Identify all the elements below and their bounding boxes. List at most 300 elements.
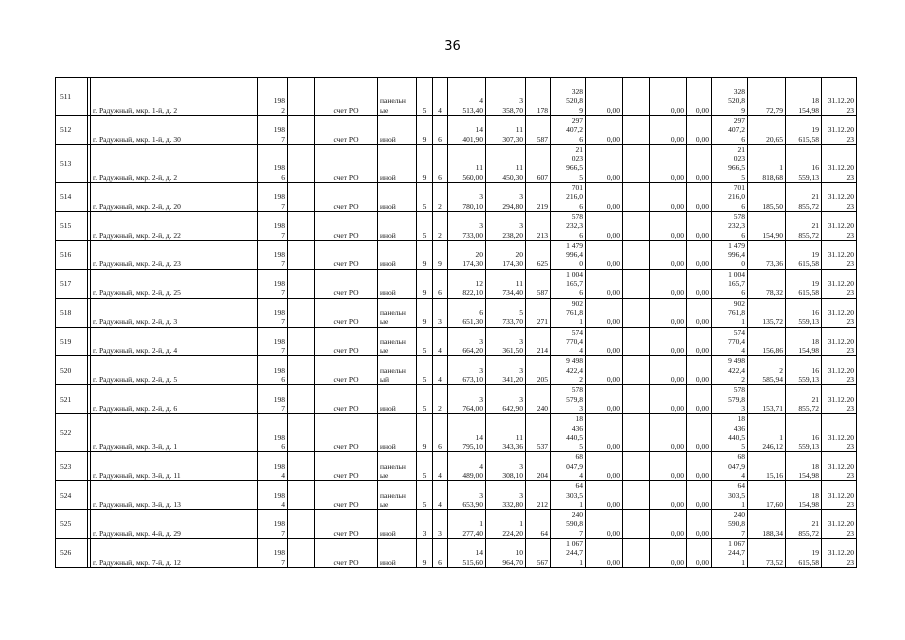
repair-cost-cell: 297 407,2 6 bbox=[551, 116, 586, 145]
wall-material-cell: панельн ые bbox=[378, 298, 417, 327]
row-number: 520 bbox=[56, 356, 88, 385]
residents-cell: 204 bbox=[526, 452, 551, 481]
year-built-cell: 198 7 bbox=[258, 385, 288, 414]
empty-cell bbox=[288, 298, 315, 327]
table-row bbox=[56, 183, 857, 212]
zero-cell: 0,00 bbox=[687, 211, 712, 240]
living-area-cell: 5 733,70 bbox=[486, 298, 526, 327]
fund-method-cell: счет РО bbox=[315, 298, 378, 327]
total-cost-cell: 240 590,8 7 bbox=[712, 510, 748, 539]
floors-cell: 5 bbox=[417, 356, 433, 385]
floors-cell: 5 bbox=[417, 183, 433, 212]
floors-cell: 9 bbox=[417, 414, 433, 452]
address-cell: г. Радужный, мкр. 2-й, д. 5 bbox=[91, 356, 258, 385]
zero-cell: 0,00 bbox=[586, 414, 623, 452]
living-area-cell: 3 642,90 bbox=[486, 385, 526, 414]
fund-method-cell: счет РО bbox=[315, 452, 378, 481]
total-area-cell: 12 822,10 bbox=[448, 269, 486, 298]
total-area-cell: 3 664,20 bbox=[448, 327, 486, 356]
limit-cost-cell: 21 855,72 bbox=[786, 211, 822, 240]
zero-cell: 0,00 bbox=[687, 414, 712, 452]
zero-cell: 0,00 bbox=[650, 211, 687, 240]
empty-cell bbox=[623, 211, 650, 240]
address-cell: г. Радужный, мкр. 2-й, д. 4 bbox=[91, 327, 258, 356]
residents-cell: 205 bbox=[526, 356, 551, 385]
limit-cost-cell: 19 615,58 bbox=[786, 539, 822, 568]
empty-cell bbox=[623, 298, 650, 327]
zero-cell: 0,00 bbox=[586, 240, 623, 269]
address-cell: г. Радужный, мкр. 3-й, д. 1 bbox=[91, 414, 258, 452]
floors-cell: 9 bbox=[417, 116, 433, 145]
entrances-cell: 2 bbox=[433, 211, 448, 240]
zero-cell: 0,00 bbox=[586, 385, 623, 414]
total-cost-cell: 1 479 996,4 0 bbox=[712, 240, 748, 269]
wall-material-cell: иной bbox=[378, 539, 417, 568]
zero-cell: 0,00 bbox=[586, 510, 623, 539]
wall-material-cell: иной bbox=[378, 385, 417, 414]
total-area-cell: 4 513,40 bbox=[448, 78, 486, 116]
row-number: 514 bbox=[56, 183, 88, 212]
table-row bbox=[56, 211, 857, 240]
row-number: 518 bbox=[56, 298, 88, 327]
table-row bbox=[56, 481, 857, 510]
address-cell: г. Радужный, мкр. 7-й, д. 12 bbox=[91, 539, 258, 568]
limit-cost-cell: 19 615,58 bbox=[786, 240, 822, 269]
total-area-cell: 14 401,90 bbox=[448, 116, 486, 145]
fund-method-cell: счет РО bbox=[315, 116, 378, 145]
total-cost-cell: 18 436 440,5 5 bbox=[712, 414, 748, 452]
total-cost-cell: 328 520,8 9 bbox=[712, 78, 748, 116]
total-area-cell: 14 515,60 bbox=[448, 539, 486, 568]
repair-cost-cell: 21 023 966,5 5 bbox=[551, 144, 586, 182]
total-cost-cell: 297 407,2 6 bbox=[712, 116, 748, 145]
page-number: 36 bbox=[444, 39, 461, 54]
table-row bbox=[56, 144, 857, 182]
fund-method-cell: счет РО bbox=[315, 539, 378, 568]
repair-cost-cell: 1 067 244,7 1 bbox=[551, 539, 586, 568]
unit-cost-cell: 73,52 bbox=[748, 539, 786, 568]
deadline-cell: 31.12.20 23 bbox=[822, 510, 857, 539]
living-area-cell: 3 358,70 bbox=[486, 78, 526, 116]
residents-cell: 587 bbox=[526, 269, 551, 298]
total-area-cell: 3 764,00 bbox=[448, 385, 486, 414]
row-number: 517 bbox=[56, 269, 88, 298]
entrances-cell: 4 bbox=[433, 452, 448, 481]
zero-cell: 0,00 bbox=[687, 78, 712, 116]
entrances-cell: 3 bbox=[433, 298, 448, 327]
address-cell: г. Радужный, мкр. 3-й, д. 13 bbox=[91, 481, 258, 510]
empty-cell bbox=[623, 481, 650, 510]
limit-cost-cell: 16 559,13 bbox=[786, 144, 822, 182]
deadline-cell: 31.12.20 23 bbox=[822, 144, 857, 182]
zero-cell: 0,00 bbox=[586, 298, 623, 327]
unit-cost-cell: 73,36 bbox=[748, 240, 786, 269]
entrances-cell: 4 bbox=[433, 327, 448, 356]
deadline-cell: 31.12.20 23 bbox=[822, 327, 857, 356]
unit-cost-cell: 153,71 bbox=[748, 385, 786, 414]
year-built-cell: 198 2 bbox=[258, 78, 288, 116]
residents-cell: 212 bbox=[526, 481, 551, 510]
living-area-cell: 3 332,80 bbox=[486, 481, 526, 510]
deadline-cell: 31.12.20 23 bbox=[822, 539, 857, 568]
entrances-cell: 6 bbox=[433, 116, 448, 145]
zero-cell: 0,00 bbox=[650, 269, 687, 298]
empty-cell bbox=[623, 414, 650, 452]
living-area-cell: 11 450,30 bbox=[486, 144, 526, 182]
year-built-cell: 198 4 bbox=[258, 452, 288, 481]
unit-cost-cell: 135,72 bbox=[748, 298, 786, 327]
zero-cell: 0,00 bbox=[650, 327, 687, 356]
limit-cost-cell: 18 154,98 bbox=[786, 78, 822, 116]
total-area-cell: 11 560,00 bbox=[448, 144, 486, 182]
row-number: 523 bbox=[56, 452, 88, 481]
limit-cost-cell: 18 154,98 bbox=[786, 481, 822, 510]
zero-cell: 0,00 bbox=[650, 414, 687, 452]
zero-cell: 0,00 bbox=[650, 183, 687, 212]
deadline-cell: 31.12.20 23 bbox=[822, 211, 857, 240]
zero-cell: 0,00 bbox=[650, 481, 687, 510]
total-area-cell: 3 653,90 bbox=[448, 481, 486, 510]
zero-cell: 0,00 bbox=[586, 269, 623, 298]
deadline-cell: 31.12.20 23 bbox=[822, 356, 857, 385]
zero-cell: 0,00 bbox=[586, 452, 623, 481]
floors-cell: 3 bbox=[417, 510, 433, 539]
deadline-cell: 31.12.20 23 bbox=[822, 269, 857, 298]
table-row bbox=[56, 539, 857, 568]
address-cell: г. Радужный, мкр. 3-й, д. 11 bbox=[91, 452, 258, 481]
deadline-cell: 31.12.20 23 bbox=[822, 385, 857, 414]
floors-cell: 5 bbox=[417, 385, 433, 414]
living-area-cell: 3 361,50 bbox=[486, 327, 526, 356]
table-row bbox=[56, 510, 857, 539]
repair-cost-cell: 1 479 996,4 0 bbox=[551, 240, 586, 269]
unit-cost-cell: 154,90 bbox=[748, 211, 786, 240]
year-built-cell: 198 7 bbox=[258, 183, 288, 212]
zero-cell: 0,00 bbox=[586, 78, 623, 116]
year-built-cell: 198 7 bbox=[258, 510, 288, 539]
table-row bbox=[56, 298, 857, 327]
zero-cell: 0,00 bbox=[687, 510, 712, 539]
residents-cell: 219 bbox=[526, 183, 551, 212]
floors-cell: 9 bbox=[417, 144, 433, 182]
wall-material-cell: иной bbox=[378, 144, 417, 182]
zero-cell: 0,00 bbox=[650, 539, 687, 568]
total-cost-cell: 9 498 422,4 2 bbox=[712, 356, 748, 385]
zero-cell: 0,00 bbox=[586, 356, 623, 385]
fund-method-cell: счет РО bbox=[315, 183, 378, 212]
wall-material-cell: панельн ый bbox=[378, 356, 417, 385]
empty-cell bbox=[288, 116, 315, 145]
repair-cost-cell: 578 232,3 6 bbox=[551, 211, 586, 240]
zero-cell: 0,00 bbox=[586, 183, 623, 212]
table-row bbox=[56, 385, 857, 414]
row-number: 525 bbox=[56, 510, 88, 539]
deadline-cell: 31.12.20 23 bbox=[822, 183, 857, 212]
empty-cell bbox=[288, 385, 315, 414]
total-area-cell: 3 733,00 bbox=[448, 211, 486, 240]
zero-cell: 0,00 bbox=[687, 327, 712, 356]
zero-cell: 0,00 bbox=[687, 356, 712, 385]
unit-cost-cell: 1 818,68 bbox=[748, 144, 786, 182]
year-built-cell: 198 7 bbox=[258, 116, 288, 145]
empty-cell bbox=[288, 327, 315, 356]
housing-register-table bbox=[55, 77, 857, 568]
deadline-cell: 31.12.20 23 bbox=[822, 116, 857, 145]
total-area-cell: 14 795,10 bbox=[448, 414, 486, 452]
total-area-cell: 4 489,00 bbox=[448, 452, 486, 481]
living-area-cell: 20 174,30 bbox=[486, 240, 526, 269]
limit-cost-cell: 16 559,13 bbox=[786, 414, 822, 452]
table-row bbox=[56, 414, 857, 452]
empty-cell bbox=[288, 211, 315, 240]
empty-cell bbox=[623, 78, 650, 116]
empty-cell bbox=[623, 356, 650, 385]
table-row bbox=[56, 327, 857, 356]
zero-cell: 0,00 bbox=[687, 452, 712, 481]
residents-cell: 213 bbox=[526, 211, 551, 240]
repair-cost-cell: 902 761,8 1 bbox=[551, 298, 586, 327]
wall-material-cell: иной bbox=[378, 240, 417, 269]
total-cost-cell: 1 004 165,7 6 bbox=[712, 269, 748, 298]
total-cost-cell: 1 067 244,7 1 bbox=[712, 539, 748, 568]
entrances-cell: 4 bbox=[433, 356, 448, 385]
address-cell: г. Радужный, мкр. 1-й, д. 30 bbox=[91, 116, 258, 145]
entrances-cell: 6 bbox=[433, 269, 448, 298]
empty-cell bbox=[623, 510, 650, 539]
zero-cell: 0,00 bbox=[586, 481, 623, 510]
limit-cost-cell: 21 855,72 bbox=[786, 510, 822, 539]
limit-cost-cell: 21 855,72 bbox=[786, 183, 822, 212]
fund-method-cell: счет РО bbox=[315, 385, 378, 414]
row-number: 522 bbox=[56, 414, 88, 452]
year-built-cell: 198 7 bbox=[258, 240, 288, 269]
total-cost-cell: 21 023 966,5 5 bbox=[712, 144, 748, 182]
empty-cell bbox=[288, 539, 315, 568]
empty-cell bbox=[623, 116, 650, 145]
total-cost-cell: 574 770,4 4 bbox=[712, 327, 748, 356]
empty-cell bbox=[623, 452, 650, 481]
zero-cell: 0,00 bbox=[687, 183, 712, 212]
floors-cell: 9 bbox=[417, 269, 433, 298]
total-area-cell: 3 780,10 bbox=[448, 183, 486, 212]
limit-cost-cell: 18 154,98 bbox=[786, 452, 822, 481]
zero-cell: 0,00 bbox=[650, 144, 687, 182]
wall-material-cell: панельн ые bbox=[378, 452, 417, 481]
unit-cost-cell: 15,16 bbox=[748, 452, 786, 481]
wall-material-cell: иной bbox=[378, 510, 417, 539]
residents-cell: 587 bbox=[526, 116, 551, 145]
zero-cell: 0,00 bbox=[586, 144, 623, 182]
residents-cell: 64 bbox=[526, 510, 551, 539]
limit-cost-cell: 19 615,58 bbox=[786, 116, 822, 145]
address-cell: г. Радужный, мкр. 2-й, д. 25 bbox=[91, 269, 258, 298]
empty-cell bbox=[288, 510, 315, 539]
unit-cost-cell: 185,50 bbox=[748, 183, 786, 212]
empty-cell bbox=[623, 539, 650, 568]
floors-cell: 5 bbox=[417, 78, 433, 116]
repair-cost-cell: 328 520,8 9 bbox=[551, 78, 586, 116]
empty-cell bbox=[288, 481, 315, 510]
table-row bbox=[56, 240, 857, 269]
repair-cost-cell: 9 498 422,4 2 bbox=[551, 356, 586, 385]
entrances-cell: 2 bbox=[433, 183, 448, 212]
residents-cell: 178 bbox=[526, 78, 551, 116]
entrances-cell: 3 bbox=[433, 510, 448, 539]
total-area-cell: 3 673,10 bbox=[448, 356, 486, 385]
zero-cell: 0,00 bbox=[650, 356, 687, 385]
floors-cell: 9 bbox=[417, 240, 433, 269]
wall-material-cell: иной bbox=[378, 183, 417, 212]
total-cost-cell: 68 047,9 4 bbox=[712, 452, 748, 481]
zero-cell: 0,00 bbox=[586, 211, 623, 240]
total-area-cell: 6 651,30 bbox=[448, 298, 486, 327]
row-number: 516 bbox=[56, 240, 88, 269]
table-body bbox=[56, 78, 857, 568]
zero-cell: 0,00 bbox=[650, 452, 687, 481]
fund-method-cell: счет РО bbox=[315, 327, 378, 356]
deadline-cell: 31.12.20 23 bbox=[822, 481, 857, 510]
deadline-cell: 31.12.20 23 bbox=[822, 452, 857, 481]
entrances-cell: 4 bbox=[433, 78, 448, 116]
living-area-cell: 11 343,36 bbox=[486, 414, 526, 452]
limit-cost-cell: 16 559,13 bbox=[786, 298, 822, 327]
year-built-cell: 198 7 bbox=[258, 327, 288, 356]
address-cell: г. Радужный, мкр. 2-й, д. 22 bbox=[91, 211, 258, 240]
floors-cell: 9 bbox=[417, 298, 433, 327]
empty-cell bbox=[623, 144, 650, 182]
unit-cost-cell: 2 585,94 bbox=[748, 356, 786, 385]
floors-cell: 5 bbox=[417, 211, 433, 240]
zero-cell: 0,00 bbox=[650, 510, 687, 539]
repair-cost-cell: 701 216,0 6 bbox=[551, 183, 586, 212]
unit-cost-cell: 17,60 bbox=[748, 481, 786, 510]
zero-cell: 0,00 bbox=[687, 539, 712, 568]
total-cost-cell: 701 216,0 6 bbox=[712, 183, 748, 212]
zero-cell: 0,00 bbox=[687, 385, 712, 414]
residents-cell: 537 bbox=[526, 414, 551, 452]
year-built-cell: 198 7 bbox=[258, 211, 288, 240]
entrances-cell: 6 bbox=[433, 144, 448, 182]
repair-cost-cell: 68 047,9 4 bbox=[551, 452, 586, 481]
living-area-cell: 11 734,40 bbox=[486, 269, 526, 298]
fund-method-cell: счет РО bbox=[315, 78, 378, 116]
living-area-cell: 11 307,30 bbox=[486, 116, 526, 145]
limit-cost-cell: 19 615,58 bbox=[786, 269, 822, 298]
living-area-cell: 3 294,80 bbox=[486, 183, 526, 212]
residents-cell: 567 bbox=[526, 539, 551, 568]
repair-cost-cell: 64 303,5 1 bbox=[551, 481, 586, 510]
total-cost-cell: 902 761,8 1 bbox=[712, 298, 748, 327]
fund-method-cell: счет РО bbox=[315, 510, 378, 539]
deadline-cell: 31.12.20 23 bbox=[822, 78, 857, 116]
zero-cell: 0,00 bbox=[586, 539, 623, 568]
year-built-cell: 198 6 bbox=[258, 414, 288, 452]
fund-method-cell: счет РО bbox=[315, 414, 378, 452]
row-number: 511 bbox=[56, 78, 88, 116]
wall-material-cell: иной bbox=[378, 211, 417, 240]
living-area-cell: 3 341,20 bbox=[486, 356, 526, 385]
residents-cell: 214 bbox=[526, 327, 551, 356]
repair-cost-cell: 240 590,8 7 bbox=[551, 510, 586, 539]
fund-method-cell: счет РО bbox=[315, 144, 378, 182]
address-cell: г. Радужный, мкр. 1-й, д. 2 bbox=[91, 78, 258, 116]
empty-cell bbox=[288, 78, 315, 116]
fund-method-cell: счет РО bbox=[315, 211, 378, 240]
address-cell: г. Радужный, мкр. 2-й, д. 2 bbox=[91, 144, 258, 182]
residents-cell: 271 bbox=[526, 298, 551, 327]
repair-cost-cell: 578 579,8 3 bbox=[551, 385, 586, 414]
limit-cost-cell: 16 559,13 bbox=[786, 356, 822, 385]
empty-cell bbox=[623, 269, 650, 298]
address-cell: г. Радужный, мкр. 2-й, д. 3 bbox=[91, 298, 258, 327]
unit-cost-cell: 78,32 bbox=[748, 269, 786, 298]
living-area-cell: 10 964,70 bbox=[486, 539, 526, 568]
residents-cell: 625 bbox=[526, 240, 551, 269]
row-number: 526 bbox=[56, 539, 88, 568]
row-number: 519 bbox=[56, 327, 88, 356]
address-cell: г. Радужный, мкр. 2-й, д. 23 bbox=[91, 240, 258, 269]
year-built-cell: 198 6 bbox=[258, 356, 288, 385]
total-cost-cell: 578 232,3 6 bbox=[712, 211, 748, 240]
empty-cell bbox=[623, 240, 650, 269]
deadline-cell: 31.12.20 23 bbox=[822, 414, 857, 452]
entrances-cell: 6 bbox=[433, 414, 448, 452]
empty-cell bbox=[288, 269, 315, 298]
address-cell: г. Радужный, мкр. 4-й, д. 29 bbox=[91, 510, 258, 539]
fund-method-cell: счет РО bbox=[315, 481, 378, 510]
deadline-cell: 31.12.20 23 bbox=[822, 298, 857, 327]
zero-cell: 0,00 bbox=[687, 298, 712, 327]
table-row bbox=[56, 116, 857, 145]
zero-cell: 0,00 bbox=[687, 240, 712, 269]
floors-cell: 5 bbox=[417, 327, 433, 356]
deadline-cell: 31.12.20 23 bbox=[822, 240, 857, 269]
zero-cell: 0,00 bbox=[586, 327, 623, 356]
entrances-cell: 6 bbox=[433, 539, 448, 568]
unit-cost-cell: 156,86 bbox=[748, 327, 786, 356]
total-cost-cell: 578 579,8 3 bbox=[712, 385, 748, 414]
repair-cost-cell: 1 004 165,7 6 bbox=[551, 269, 586, 298]
address-cell: г. Радужный, мкр. 2-й, д. 6 bbox=[91, 385, 258, 414]
row-number: 524 bbox=[56, 481, 88, 510]
unit-cost-cell: 1 246,12 bbox=[748, 414, 786, 452]
living-area-cell: 3 308,10 bbox=[486, 452, 526, 481]
zero-cell: 0,00 bbox=[687, 269, 712, 298]
year-built-cell: 198 7 bbox=[258, 539, 288, 568]
empty-cell bbox=[288, 356, 315, 385]
entrances-cell: 4 bbox=[433, 481, 448, 510]
wall-material-cell: иной bbox=[378, 116, 417, 145]
total-area-cell: 20 174,30 bbox=[448, 240, 486, 269]
empty-cell bbox=[623, 327, 650, 356]
floors-cell: 5 bbox=[417, 452, 433, 481]
empty-cell bbox=[288, 144, 315, 182]
empty-cell bbox=[288, 240, 315, 269]
zero-cell: 0,00 bbox=[687, 116, 712, 145]
table-row bbox=[56, 78, 857, 116]
row-number: 521 bbox=[56, 385, 88, 414]
year-built-cell: 198 4 bbox=[258, 481, 288, 510]
floors-cell: 5 bbox=[417, 481, 433, 510]
zero-cell: 0,00 bbox=[650, 240, 687, 269]
repair-cost-cell: 574 770,4 4 bbox=[551, 327, 586, 356]
wall-material-cell: иной bbox=[378, 269, 417, 298]
empty-cell bbox=[288, 452, 315, 481]
fund-method-cell: счет РО bbox=[315, 269, 378, 298]
row-number: 513 bbox=[56, 144, 88, 182]
repair-cost-cell: 18 436 440,5 5 bbox=[551, 414, 586, 452]
zero-cell: 0,00 bbox=[650, 78, 687, 116]
